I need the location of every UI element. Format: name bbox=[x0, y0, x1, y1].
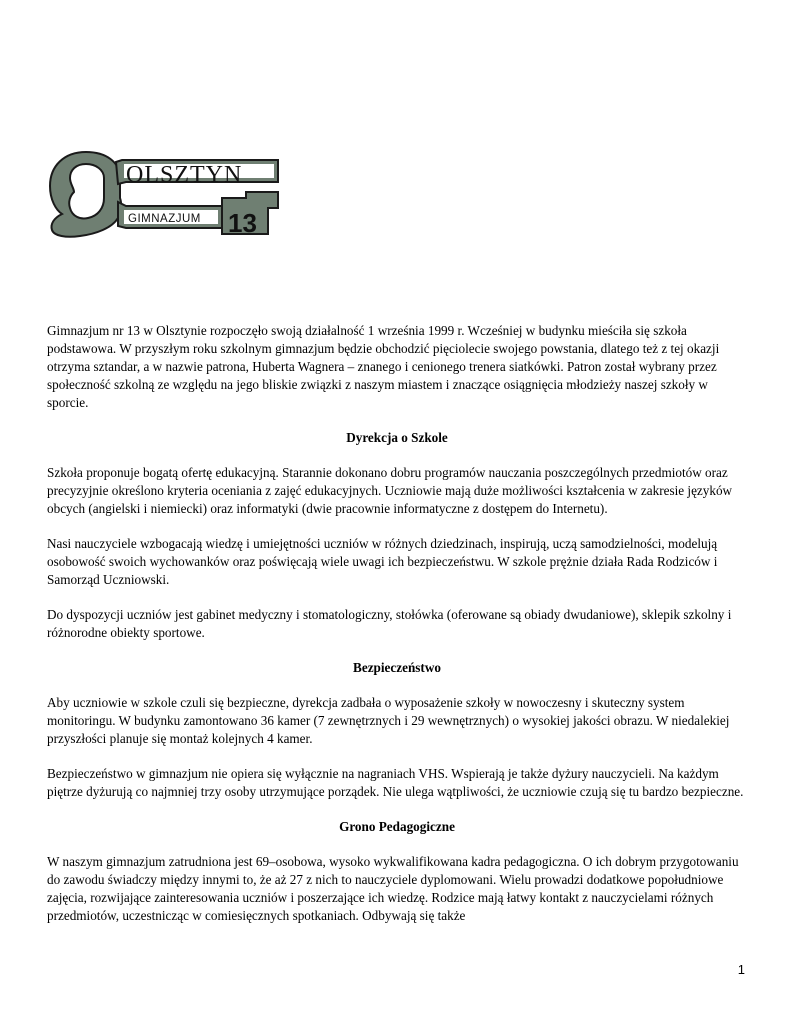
section-heading: Grono Pedagogiczne bbox=[339, 819, 455, 834]
paragraph: W naszym gimnazjum zatrudniona jest 69–osobowa, wysoko wykwalifikowana kadra pedagogiczna. O ich dobrym przygotowaniu do zawodu świadczy między innymi to, że aż 27 z nich to nauczyciele dyplomowani. Wielu prowadzi dodatkowe popołudniowe zajęcia, rozwijające zainteresowania uczniów i poszerzające ich wiedzę. Rodzice mają łatwy kontakt z nauczycielami różnych przedmiotów, uczestnicząc w comiesięcznych spotkaniach. Odbywają się także bbox=[47, 854, 739, 923]
logo-city: OLSZTYN bbox=[126, 162, 243, 188]
document-body bbox=[47, 322, 747, 942]
intro-paragraph: Gimnazjum nr 13 w Olsztynie rozpoczęło swoją działalność 1 września 1999 r. Wcześniej w budynku mieściła się szkoła podstawowa. W przyszłym roku szkolnym gimnazjum będzie obchodzić pięciolecie swojego powstania, dlatego też z tej okazji otrzyma sztandar, a w nazwie patrona, Huberta Wagnera – znanego i cenionego trenera siatkówki. Patron został wybrany przez społeczność szkolną ze względu na jego bliskie związki z naszym miastem i znaczące osiągnięcia młodzieży naszej szkoły w sporcie. bbox=[47, 323, 720, 410]
paragraph: Nasi nauczyciele wzbogacają wiedzę i umiejętności uczniów w różnych dziedzinach, inspirują, uczą samodzielności, modelują osobowość swoich wychowanków oraz poświęcają wiele uwagi ich bezpieczeństwu. W szkole prężnie działa Rada Rodziców i Samorząd Uczniowski. bbox=[47, 536, 718, 587]
section-heading: Dyrekcja o Szkole bbox=[346, 430, 448, 445]
section-heading: Bezpieczeństwo bbox=[353, 660, 441, 675]
paragraph: Aby uczniowie w szkole czuli się bezpieczne, dyrekcja zadbała o wyposażenie szkoły w nowoczesny i skuteczny system monitoringu. W budynku zamontowano 36 kamer (7 zewnętrznych i 29 wewnętrznych) o wysokiej jakości obrazu. W niedalekiej przyszłości planuje się montaż kolejnych 4 kamer. bbox=[47, 695, 730, 746]
page-number: 1 bbox=[737, 962, 745, 977]
school-logo bbox=[46, 148, 284, 240]
logo-school: GIMNAZJUM bbox=[128, 213, 201, 225]
logo-number: 13 bbox=[228, 208, 257, 238]
paragraph: Do dyspozycji uczniów jest gabinet medyczny i stomatologiczny, stołówka (oferowane są obiady dwudaniowe), sklepik szkolny i różnorodne obiekty sportowe. bbox=[47, 607, 732, 640]
paragraph: Szkoła proponuje bogatą ofertę edukacyjną. Starannie dokonano dobru programów nauczania poszczególnych przedmiotów oraz precyzyjnie określono kryteria oceniania z zajęć edukacyjnych. Uczniowie mają duże możliwości kształcenia w zakresie języków obcych (angielski i niemiecki) oraz informatyki (dwie pracownie informatyczne z dostępem do Internetu). bbox=[47, 465, 733, 516]
paragraph: Bezpieczeństwo w gimnazjum nie opiera się wyłącznie na nagraniach VHS. Wspierają je także dyżury nauczycieli. Na każdym piętrze dyżurują co najmniej trzy osoby utrzymujące porządek. Nie ulega wątpliwości, że uczniowie czują się tu bardzo bezpieczne. bbox=[47, 766, 744, 799]
